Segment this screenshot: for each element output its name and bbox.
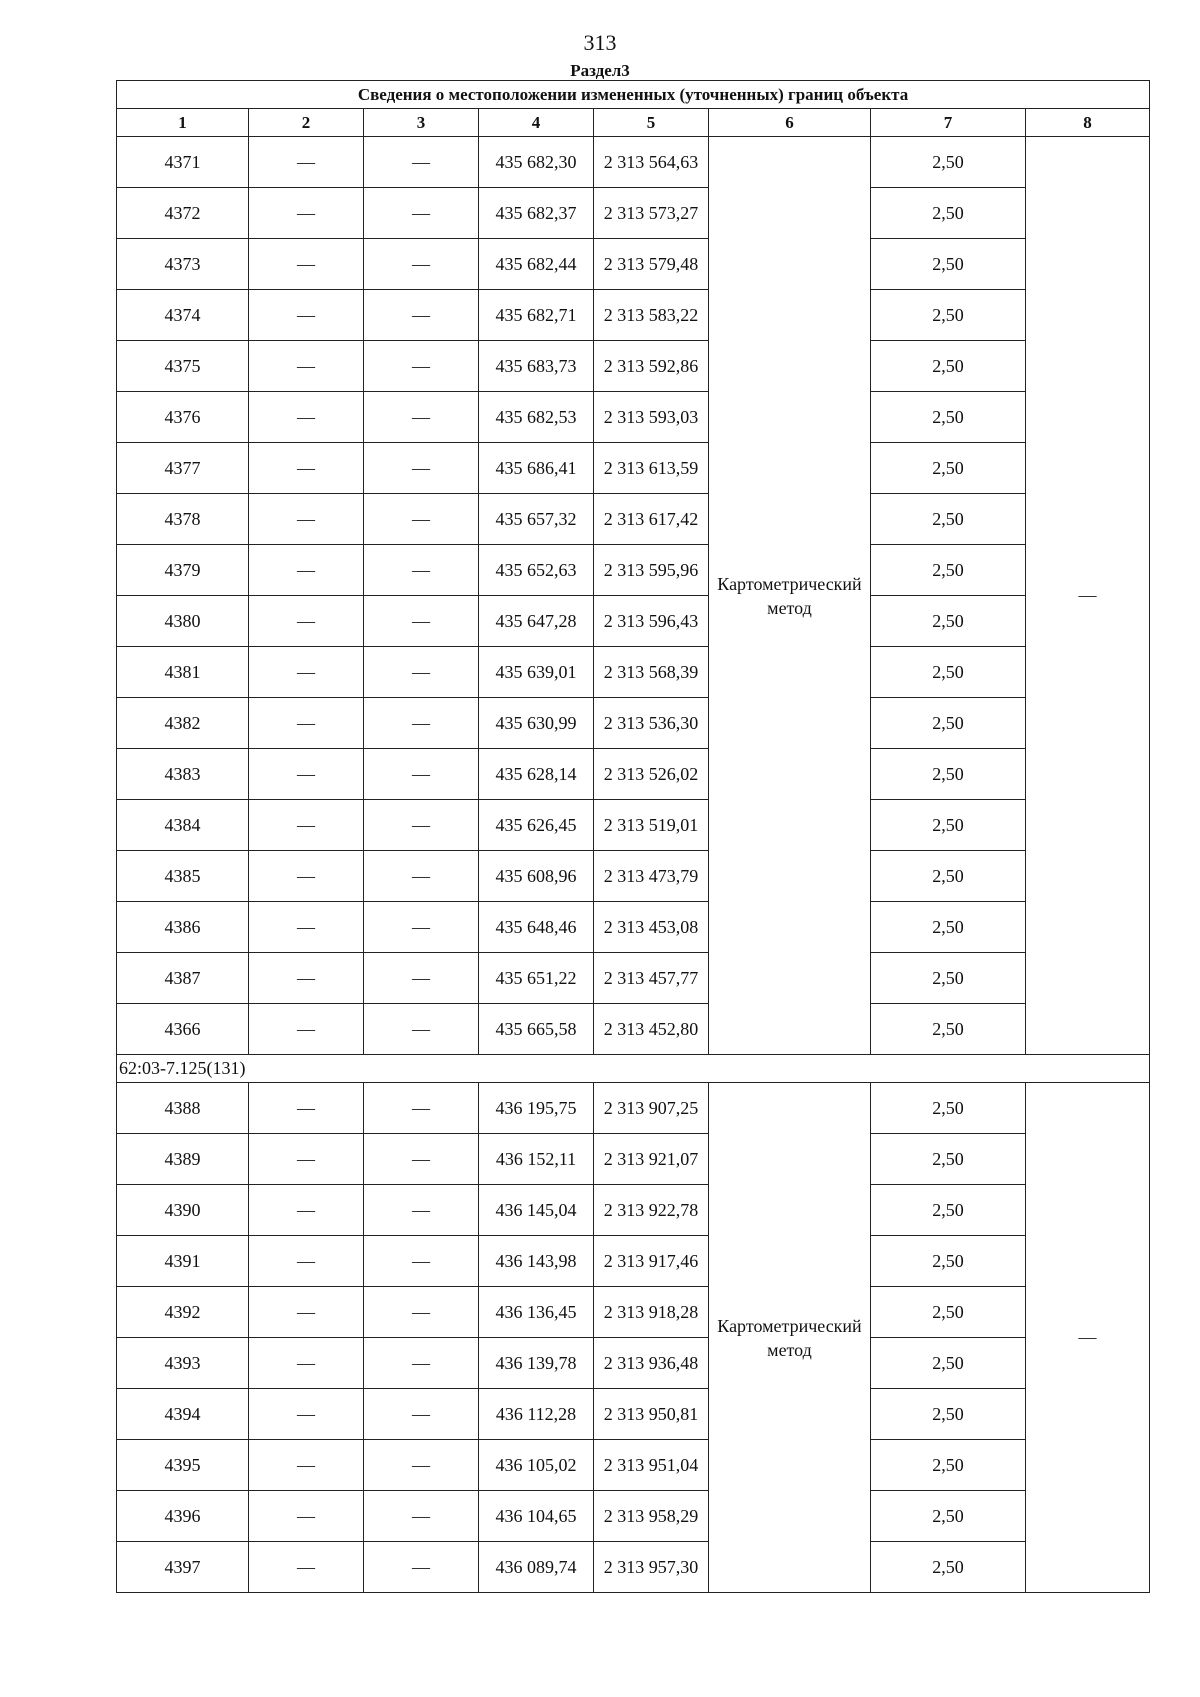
- point-number: 4372: [117, 188, 249, 239]
- column-number: 7: [871, 109, 1026, 137]
- coordinate-y: 2 313 573,27: [594, 188, 709, 239]
- accuracy-value: 2,50: [871, 1083, 1026, 1134]
- coordinate-y: 2 313 453,08: [594, 902, 709, 953]
- empty-dash: —: [364, 1542, 479, 1593]
- table-row: [117, 647, 1150, 698]
- accuracy-value: 2,50: [871, 545, 1026, 596]
- coordinate-y: 2 313 596,43: [594, 596, 709, 647]
- empty-dash: —: [249, 1542, 364, 1593]
- coordinate-x: 436 145,04: [479, 1185, 594, 1236]
- column-number: 5: [594, 109, 709, 137]
- point-number: 4383: [117, 749, 249, 800]
- accuracy-value: 2,50: [871, 1185, 1026, 1236]
- coordinate-x: 435 665,58: [479, 1004, 594, 1055]
- empty-dash: —: [249, 494, 364, 545]
- empty-dash: —: [364, 1338, 479, 1389]
- empty-dash: —: [249, 239, 364, 290]
- accuracy-value: 2,50: [871, 1491, 1026, 1542]
- empty-dash: —: [249, 647, 364, 698]
- empty-dash: —: [364, 1389, 479, 1440]
- accuracy-value: 2,50: [871, 392, 1026, 443]
- column-number: 3: [364, 109, 479, 137]
- coordinate-y: 2 313 583,22: [594, 290, 709, 341]
- empty-dash: —: [249, 1236, 364, 1287]
- empty-dash: —: [249, 443, 364, 494]
- coordinate-y: 2 313 592,86: [594, 341, 709, 392]
- point-number: 4381: [117, 647, 249, 698]
- accuracy-value: 2,50: [871, 341, 1026, 392]
- point-number: 4395: [117, 1440, 249, 1491]
- point-number: 4382: [117, 698, 249, 749]
- table-row: [117, 1236, 1150, 1287]
- point-number: 4390: [117, 1185, 249, 1236]
- table-row: [117, 290, 1150, 341]
- accuracy-value: 2,50: [871, 647, 1026, 698]
- coordinate-x: 436 143,98: [479, 1236, 594, 1287]
- empty-dash: —: [249, 902, 364, 953]
- empty-dash: —: [364, 800, 479, 851]
- empty-dash: —: [249, 596, 364, 647]
- empty-dash: —: [364, 1287, 479, 1338]
- empty-dash: —: [364, 1185, 479, 1236]
- coordinate-y: 2 313 595,96: [594, 545, 709, 596]
- coordinate-x: 436 152,11: [479, 1134, 594, 1185]
- column-8-dash: —: [1026, 1083, 1150, 1593]
- empty-dash: —: [249, 1185, 364, 1236]
- empty-dash: —: [249, 851, 364, 902]
- point-number: 4387: [117, 953, 249, 1004]
- point-number: 4380: [117, 596, 249, 647]
- coordinate-x: 435 651,22: [479, 953, 594, 1004]
- empty-dash: —: [364, 902, 479, 953]
- accuracy-value: 2,50: [871, 1004, 1026, 1055]
- empty-dash: —: [364, 1083, 479, 1134]
- empty-dash: —: [249, 545, 364, 596]
- coordinate-x: 436 089,74: [479, 1542, 594, 1593]
- table-row: [117, 1134, 1150, 1185]
- table-row: [117, 1389, 1150, 1440]
- empty-dash: —: [249, 1491, 364, 1542]
- coordinate-y: 2 313 452,80: [594, 1004, 709, 1055]
- point-number: 4379: [117, 545, 249, 596]
- column-number: 2: [249, 109, 364, 137]
- coordinate-y: 2 313 957,30: [594, 1542, 709, 1593]
- accuracy-value: 2,50: [871, 239, 1026, 290]
- coordinate-x: 436 136,45: [479, 1287, 594, 1338]
- accuracy-value: 2,50: [871, 1236, 1026, 1287]
- table-row: [117, 902, 1150, 953]
- coordinate-y: 2 313 922,78: [594, 1185, 709, 1236]
- empty-dash: —: [364, 596, 479, 647]
- accuracy-value: 2,50: [871, 1542, 1026, 1593]
- empty-dash: —: [249, 290, 364, 341]
- coordinate-y: 2 313 921,07: [594, 1134, 709, 1185]
- coordinate-y: 2 313 918,28: [594, 1287, 709, 1338]
- table-row: [117, 188, 1150, 239]
- table-row: [117, 137, 1150, 188]
- boundary-table: [116, 80, 1150, 1593]
- coordinate-x: 435 630,99: [479, 698, 594, 749]
- point-number: 4375: [117, 341, 249, 392]
- empty-dash: —: [364, 290, 479, 341]
- coordinate-x: 435 683,73: [479, 341, 594, 392]
- coordinate-x: 436 195,75: [479, 1083, 594, 1134]
- coordinate-x: 435 652,63: [479, 545, 594, 596]
- empty-dash: —: [364, 494, 479, 545]
- accuracy-value: 2,50: [871, 953, 1026, 1004]
- empty-dash: —: [364, 137, 479, 188]
- coordinate-x: 435 682,71: [479, 290, 594, 341]
- coordinate-x: 435 626,45: [479, 800, 594, 851]
- empty-dash: —: [364, 647, 479, 698]
- coordinate-y: 2 313 473,79: [594, 851, 709, 902]
- point-number: 4371: [117, 137, 249, 188]
- empty-dash: —: [364, 1236, 479, 1287]
- empty-dash: —: [249, 1083, 364, 1134]
- table-row: [117, 494, 1150, 545]
- empty-dash: —: [249, 392, 364, 443]
- coordinate-x: 435 647,28: [479, 596, 594, 647]
- table-row: [117, 545, 1150, 596]
- coordinate-y: 2 313 613,59: [594, 443, 709, 494]
- column-8-dash: —: [1026, 137, 1150, 1055]
- group-label-row: [117, 1055, 1150, 1083]
- coordinate-x: 436 105,02: [479, 1440, 594, 1491]
- table-row: [117, 953, 1150, 1004]
- point-number: 4374: [117, 290, 249, 341]
- group-label: 62:03-7.125(131): [117, 1055, 1150, 1083]
- accuracy-value: 2,50: [871, 494, 1026, 545]
- coordinate-x: 435 682,37: [479, 188, 594, 239]
- coordinate-y: 2 313 917,46: [594, 1236, 709, 1287]
- column-number-row: [117, 109, 1150, 137]
- coordinate-y: 2 313 907,25: [594, 1083, 709, 1134]
- accuracy-value: 2,50: [871, 137, 1026, 188]
- table-caption: Сведения о местоположении измененных (уточненных) границ объекта: [117, 81, 1150, 109]
- coordinate-x: 436 104,65: [479, 1491, 594, 1542]
- empty-dash: —: [249, 188, 364, 239]
- table-row: [117, 596, 1150, 647]
- column-number: 4: [479, 109, 594, 137]
- empty-dash: —: [249, 1134, 364, 1185]
- point-number: 4396: [117, 1491, 249, 1542]
- column-number: 6: [709, 109, 871, 137]
- section-title: Раздел3: [570, 61, 630, 80]
- empty-dash: —: [249, 1004, 364, 1055]
- empty-dash: —: [249, 698, 364, 749]
- accuracy-value: 2,50: [871, 1440, 1026, 1491]
- accuracy-value: 2,50: [871, 902, 1026, 953]
- coordinate-y: 2 313 526,02: [594, 749, 709, 800]
- point-number: 4389: [117, 1134, 249, 1185]
- accuracy-value: 2,50: [871, 1134, 1026, 1185]
- table-row: [117, 1440, 1150, 1491]
- coordinate-y: 2 313 593,03: [594, 392, 709, 443]
- empty-dash: —: [364, 698, 479, 749]
- table-row: [117, 1287, 1150, 1338]
- coordinate-y: 2 313 457,77: [594, 953, 709, 1004]
- method-cell: Картометрический метод: [709, 137, 871, 1055]
- empty-dash: —: [364, 1440, 479, 1491]
- point-number: 4373: [117, 239, 249, 290]
- coordinate-y: 2 313 564,63: [594, 137, 709, 188]
- coordinate-x: 435 648,46: [479, 902, 594, 953]
- table-row: [117, 698, 1150, 749]
- point-number: 4384: [117, 800, 249, 851]
- empty-dash: —: [249, 137, 364, 188]
- accuracy-value: 2,50: [871, 851, 1026, 902]
- empty-dash: —: [249, 1389, 364, 1440]
- point-number: 4377: [117, 443, 249, 494]
- coordinate-y: 2 313 951,04: [594, 1440, 709, 1491]
- table-row: [117, 1542, 1150, 1593]
- table-row: [117, 341, 1150, 392]
- coordinate-x: 435 682,44: [479, 239, 594, 290]
- empty-dash: —: [364, 239, 479, 290]
- point-number: 4378: [117, 494, 249, 545]
- page-number: 313: [583, 30, 617, 55]
- column-number: 8: [1026, 109, 1150, 137]
- point-number: 4397: [117, 1542, 249, 1593]
- accuracy-value: 2,50: [871, 800, 1026, 851]
- coordinate-x: 435 657,32: [479, 494, 594, 545]
- point-number: 4394: [117, 1389, 249, 1440]
- empty-dash: —: [364, 1134, 479, 1185]
- coordinate-x: 435 686,41: [479, 443, 594, 494]
- empty-dash: —: [364, 953, 479, 1004]
- empty-dash: —: [364, 443, 479, 494]
- table-row: [117, 1491, 1150, 1542]
- table-row: [117, 1338, 1150, 1389]
- accuracy-value: 2,50: [871, 596, 1026, 647]
- table-caption-row: [117, 81, 1150, 109]
- accuracy-value: 2,50: [871, 1338, 1026, 1389]
- empty-dash: —: [249, 953, 364, 1004]
- accuracy-value: 2,50: [871, 1389, 1026, 1440]
- coordinate-x: 435 682,30: [479, 137, 594, 188]
- empty-dash: —: [364, 1004, 479, 1055]
- empty-dash: —: [249, 1338, 364, 1389]
- empty-dash: —: [364, 749, 479, 800]
- empty-dash: —: [249, 800, 364, 851]
- coordinate-y: 2 313 936,48: [594, 1338, 709, 1389]
- accuracy-value: 2,50: [871, 698, 1026, 749]
- empty-dash: —: [364, 851, 479, 902]
- coordinate-y: 2 313 617,42: [594, 494, 709, 545]
- coordinate-y: 2 313 536,30: [594, 698, 709, 749]
- table-row: [117, 1185, 1150, 1236]
- table-row: [117, 392, 1150, 443]
- table-row: [117, 800, 1150, 851]
- point-number: 4388: [117, 1083, 249, 1134]
- method-cell: Картометрический метод: [709, 1083, 871, 1593]
- coordinate-y: 2 313 958,29: [594, 1491, 709, 1542]
- point-number: 4393: [117, 1338, 249, 1389]
- empty-dash: —: [364, 1491, 479, 1542]
- coordinate-y: 2 313 950,81: [594, 1389, 709, 1440]
- point-number: 4376: [117, 392, 249, 443]
- coordinate-x: 436 139,78: [479, 1338, 594, 1389]
- empty-dash: —: [249, 749, 364, 800]
- coordinate-x: 435 682,53: [479, 392, 594, 443]
- empty-dash: —: [249, 1440, 364, 1491]
- coordinate-y: 2 313 579,48: [594, 239, 709, 290]
- empty-dash: —: [364, 341, 479, 392]
- table-row: [117, 749, 1150, 800]
- coordinate-x: 435 628,14: [479, 749, 594, 800]
- table-row: [117, 1083, 1150, 1134]
- coordinate-x: 435 608,96: [479, 851, 594, 902]
- empty-dash: —: [364, 188, 479, 239]
- coordinate-y: 2 313 519,01: [594, 800, 709, 851]
- coordinate-y: 2 313 568,39: [594, 647, 709, 698]
- empty-dash: —: [364, 545, 479, 596]
- empty-dash: —: [364, 392, 479, 443]
- accuracy-value: 2,50: [871, 1287, 1026, 1338]
- accuracy-value: 2,50: [871, 188, 1026, 239]
- table-row: [117, 851, 1150, 902]
- table-row: [117, 443, 1150, 494]
- empty-dash: —: [249, 341, 364, 392]
- point-number: 4392: [117, 1287, 249, 1338]
- point-number: 4391: [117, 1236, 249, 1287]
- accuracy-value: 2,50: [871, 749, 1026, 800]
- point-number: 4386: [117, 902, 249, 953]
- column-number: 1: [117, 109, 249, 137]
- accuracy-value: 2,50: [871, 290, 1026, 341]
- empty-dash: —: [249, 1287, 364, 1338]
- coordinate-x: 435 639,01: [479, 647, 594, 698]
- accuracy-value: 2,50: [871, 443, 1026, 494]
- table-row: [117, 1004, 1150, 1055]
- coordinate-x: 436 112,28: [479, 1389, 594, 1440]
- point-number: 4385: [117, 851, 249, 902]
- table-row: [117, 239, 1150, 290]
- point-number: 4366: [117, 1004, 249, 1055]
